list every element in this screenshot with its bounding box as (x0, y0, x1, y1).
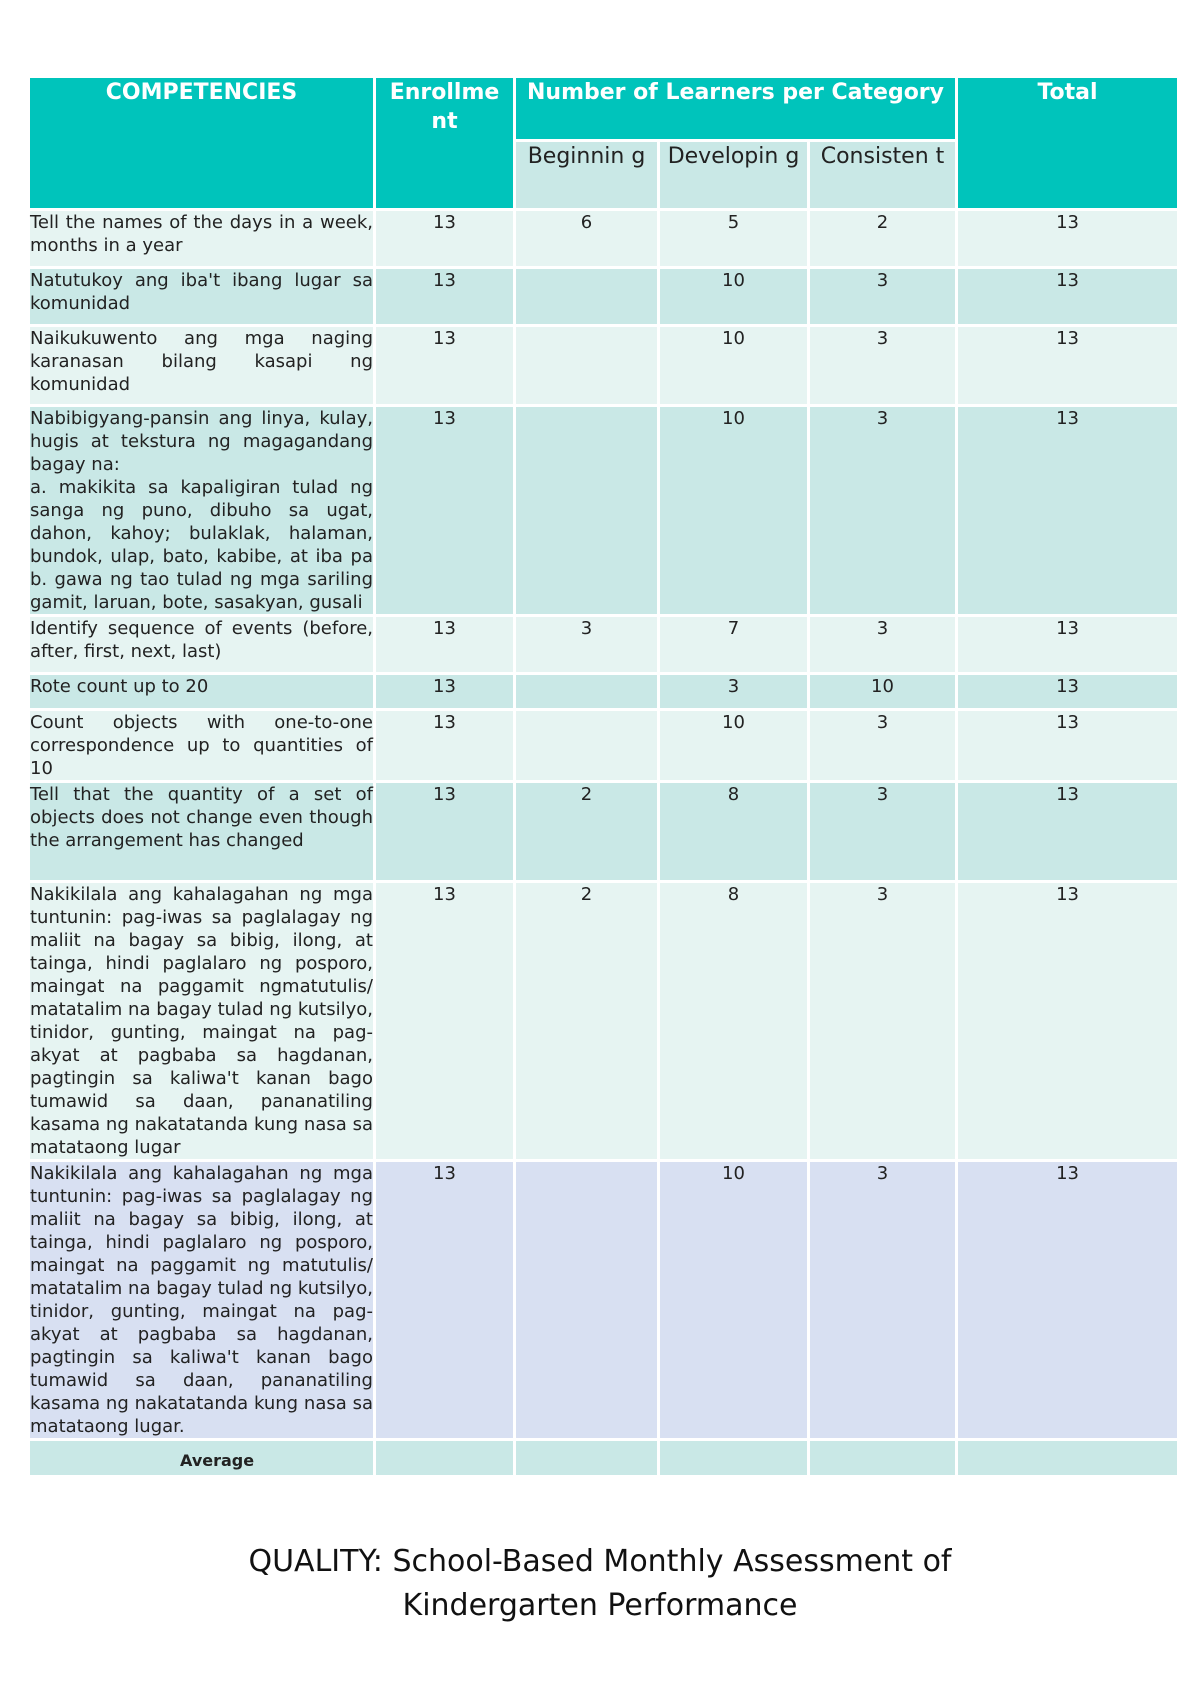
header-enrollment: Enrollme nt (375, 77, 515, 210)
competencies-table (27, 75, 1180, 1478)
cell-enrollment: 13 (375, 616, 515, 674)
cell-competency: Tell that the quantity of a set of objects does not change even though the arrangement has changed (29, 782, 375, 882)
cell-enrollment: 13 (375, 210, 515, 268)
cell-consistent: 3 (809, 782, 957, 882)
average-label: Average (180, 1451, 255, 1470)
table-row (29, 782, 1179, 882)
cell-consistent: 3 (809, 268, 957, 326)
cell-consistent: 3 (809, 882, 957, 1161)
cell-beginning (515, 1161, 659, 1440)
cell-beginning (515, 326, 659, 406)
cell-competency: Nakikilala ang kahalagahan ng mga tuntunin: pag-iwas sa paglalagay ng maliit na bagay sa bibig, ilong, at tainga, hindi paglalaro ng posporo, maingat na paggamit ngmatutulis/ matatalim na bagay tulad ng kutsilyo, tinidor, gunting, maingat na pag-akyat at pagbaba sa hagdanan, pagtingin sa kaliwa't kanan bago tumawid sa daan, pananatiling kasama ng nakatatanda kung nasa sa matataong lugar (29, 882, 375, 1161)
cell-enrollment: 13 (375, 882, 515, 1161)
cell-enrollment: 13 (375, 1161, 515, 1440)
header-total: Total (957, 77, 1179, 210)
cell-enrollment: 13 (375, 710, 515, 782)
assessment-document (27, 75, 1177, 1478)
cell-competency: Naikukuwento ang mga naging karanasan bilang kasapi ng komunidad (29, 326, 375, 406)
cell-competency: Nabibigyang-pansin ang linya, kulay, hugis at tekstura ng magagandang bagay na: a. makikita sa kapaligiran tulad ng sanga ng puno, dibuho sa ugat, dahon, kahoy; bulaklak, halaman, bundok, ulap, bato, kabibe, at iba pa b. gawa ng tao tulad ng mga sariling gamit, laruan, bote, sasakyan, gusali (29, 406, 375, 616)
cell-beginning: 6 (515, 210, 659, 268)
cell-competency: Count objects with one-to-one correspondence up to quantities of 10 (29, 710, 375, 782)
cell-enrollment: 13 (375, 674, 515, 710)
table-row (29, 326, 1179, 406)
table-row (29, 1161, 1179, 1440)
cell-competency: Tell the names of the days in a week, months in a year (29, 210, 375, 268)
header-consistent: Consisten t (809, 141, 957, 210)
cell-beginning: 3 (515, 616, 659, 674)
cell-developing: 8 (659, 782, 809, 882)
cell-total: 13 (957, 616, 1179, 674)
cell-developing: 10 (659, 406, 809, 616)
cell-developing: 5 (659, 210, 809, 268)
cell-developing: 8 (659, 882, 809, 1161)
cell-total: 13 (957, 1161, 1179, 1440)
cell-enrollment: 13 (375, 406, 515, 616)
cell-competency: Natutukoy ang iba't ibang lugar sa komunidad (29, 268, 375, 326)
cell-total: 13 (957, 406, 1179, 616)
cell-consistent: 3 (809, 326, 957, 406)
cell-consistent: 2 (809, 210, 957, 268)
cell-consistent: 3 (809, 616, 957, 674)
average-label-cell (29, 1440, 375, 1477)
cell-beginning (515, 674, 659, 710)
footer-line-1: QUALITY: School-Based Monthly Assessment of (248, 1544, 952, 1579)
cell-consistent: 3 (809, 1161, 957, 1440)
cell-beginning: 2 (515, 782, 659, 882)
cell-total: 13 (957, 882, 1179, 1161)
cell-beginning (515, 268, 659, 326)
header-developing: Developin g (659, 141, 809, 210)
cell-total: 13 (957, 782, 1179, 882)
cell-beginning: 2 (515, 882, 659, 1161)
header-beginning: Beginnin g (515, 141, 659, 210)
cell-developing: 10 (659, 1161, 809, 1440)
cell-enrollment: 13 (375, 782, 515, 882)
average-row (29, 1440, 1179, 1477)
cell-developing: 3 (659, 674, 809, 710)
cell-developing: 10 (659, 710, 809, 782)
table-row (29, 268, 1179, 326)
cell-developing: 10 (659, 326, 809, 406)
cell-developing: 7 (659, 616, 809, 674)
table-row (29, 616, 1179, 674)
cell-total: 13 (957, 326, 1179, 406)
table-row (29, 674, 1179, 710)
cell-enrollment: 13 (375, 268, 515, 326)
cell-consistent: 3 (809, 710, 957, 782)
table-row (29, 210, 1179, 268)
cell-total: 13 (957, 210, 1179, 268)
cell-competency: Rote count up to 20 (29, 674, 375, 710)
cell-consistent: 3 (809, 406, 957, 616)
table-row (29, 710, 1179, 782)
cell-competency: Identify sequence of events (before, after, first, next, last) (29, 616, 375, 674)
cell-beginning (515, 406, 659, 616)
cell-total: 13 (957, 674, 1179, 710)
cell-competency: Nakikilala ang kahalagahan ng mga tuntunin: pag-iwas sa paglalagay ng maliit na bagay sa bibig, ilong, at tainga, hindi paglalaro ng posporo, maingat na paggamit ng matutulis/ matatalim na bagay tulad ng kutsilyo, tinidor, gunting, maingat na pag-akyat at pagbaba sa hagdanan, pagtingin sa kaliwa't kanan bago tumawid sa daan, pananatiling kasama ng nakatatanda kung nasa sa matataong lugar. (29, 1161, 375, 1440)
cell-beginning (515, 710, 659, 782)
cell-total: 13 (957, 710, 1179, 782)
header-learners-per-category: Number of Learners per Category (515, 77, 957, 141)
footer-line-2: Kindergarten Performance (402, 1588, 798, 1623)
document-footer-title (0, 1540, 1200, 1628)
cell-consistent: 10 (809, 674, 957, 710)
header-competencies: COMPETENCIES (29, 77, 375, 210)
table-row (29, 406, 1179, 616)
cell-total: 13 (957, 268, 1179, 326)
cell-developing: 10 (659, 268, 809, 326)
table-row (29, 882, 1179, 1161)
cell-enrollment: 13 (375, 326, 515, 406)
